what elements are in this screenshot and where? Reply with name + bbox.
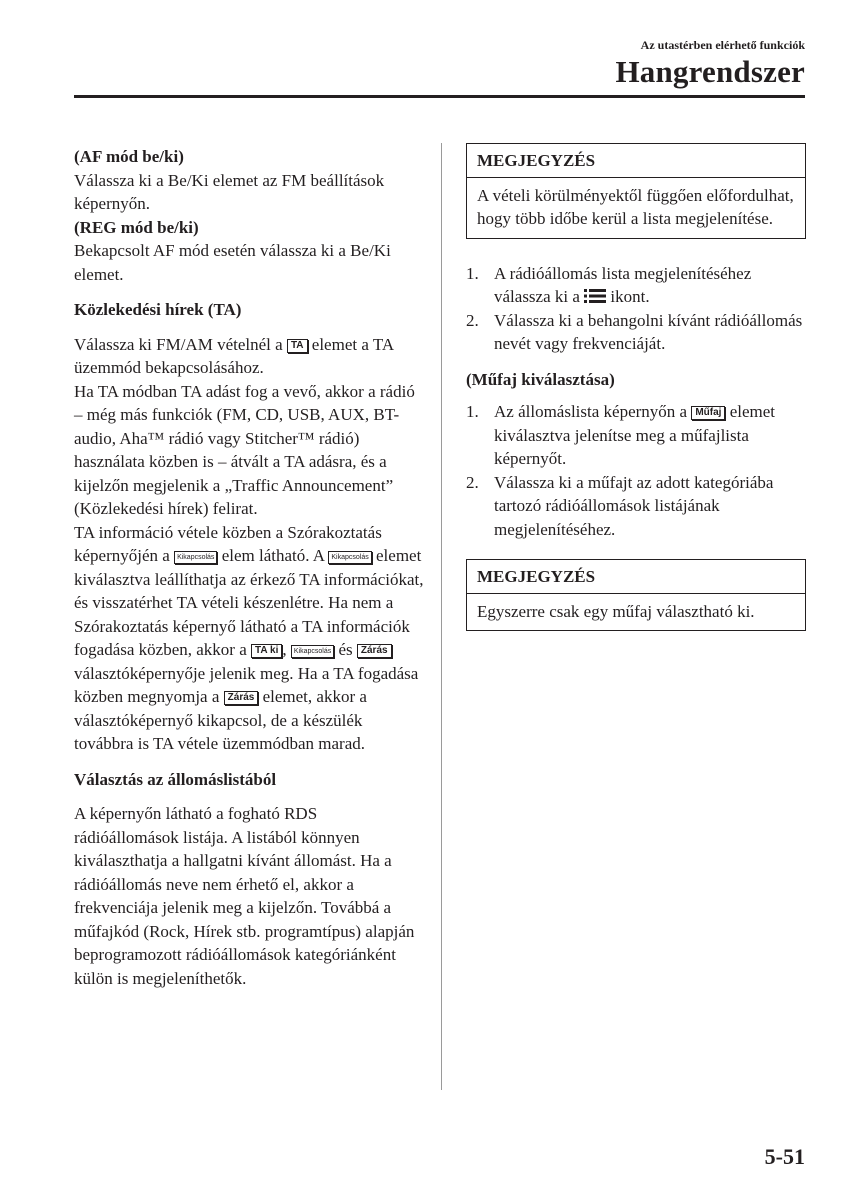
ta-p3-text-a: TA információ vétele közben a Szórakoztatás képernyőjén a [74,522,382,565]
ta-p3-text-f: választóképernyője jelenik meg. Ha a TA fogadása közben megnyomja a [74,663,419,706]
step-1-text-a: A rádióállomás lista megjelenítéséhez válassza ki a [494,263,752,306]
step-number: 1. [466,263,479,283]
station-list-heading: Választás az állomáslistából [74,769,277,789]
step-1-text-b: ikont. [610,287,650,306]
genre-steps [466,400,806,541]
header-rule [74,95,805,98]
mufaj-button: Műfaj [691,406,725,420]
zaras-button: Zárás [357,644,392,658]
list-icon [584,288,606,304]
station-steps [466,262,806,356]
right-column [466,143,806,631]
zaras-button-2: Zárás [224,691,259,705]
ta-paragraph-3 [74,521,424,756]
genre-step-1-text-b: elemet kiválasztva jelenítse meg a műfajlista képernyőt. [494,402,775,468]
ta-paragraph-1 [74,333,424,380]
ta-p3-text-g: elemet, akkor a választóképernyő kikapcsol, de a készülék továbbra is TA vétele üzemmódban marad. [74,687,367,753]
note-box-2 [466,559,806,631]
kikapcsolas-button: Kikapcsolás [174,551,217,564]
kikapcsolas-button-2: Kikapcsolás [328,551,371,564]
list-item [466,262,806,309]
step-number: 1. [466,402,479,421]
header-section-label: Az utastérben elérhető funkciók [640,38,805,52]
ta-p3-text-b: elem látható. A [221,546,325,565]
note-2-text: Egyszerre csak egy műfaj választható ki. [477,601,755,621]
ta-p1-text-b: elemet a TA üzemmód bekapcsolásához. [74,334,394,377]
ta-paragraph-2: Ha TA módban TA adást fog a vevő, akkor a rádió – még más funkciók (FM, CD, USB, AUX, BT-audio, Aha™ rádió vagy Stitcher™ rádió) használata közben is – átvált a TA adásra, és a kijelzőn megjelenik a „Traffic Announcement” (Közlekedési hírek) felirat. [74,381,415,518]
ta-p3-comma: , [282,640,287,659]
ta-ki-button: TA ki [251,644,282,658]
ta-p3-text-c: elemet kiválasztva leállíthatja az érkező TA információkat, és visszatérhet TA vételi készenlétre. Ha nem a Szórakoztatás képernyő látható a TA információk fogadása közben, akkor a [74,546,424,659]
step-2-text: Válassza ki a behangolni kívánt rádióállomás nevét vagy frekvenciáját. [494,310,803,353]
list-item [466,309,806,356]
genre-step-1-text-a: Az állomáslista képernyőn a [494,402,688,421]
reg-mode-heading: (REG mód be/ki) [74,217,199,237]
station-list-text: A képernyőn látható a fogható RDS rádióállomások listája. A listából könnyen kiválaszthatja a hallgatni kívánt állomást. Ha a rádióállomás neve nem érhető el, akkor a frekvenciája jelenik meg a kijelzőn. Továbbá a műfajkód (Rock, Hírek stb. programtípus) alapján beprogramozott rádióállomások kategóriánként külön is megjeleníthetők. [74,804,415,988]
note-2-title: MEGJEGYZÉS [467,560,805,594]
af-mode-heading: (AF mód be/ki) [74,147,184,166]
column-divider [441,143,442,1090]
ta-p1-text-a: Válassza ki FM/AM vételnél a [74,334,283,354]
note-box-1 [466,143,806,239]
list-item [466,400,806,471]
genre-heading: (Műfaj kiválasztása) [466,369,615,389]
page-number: 5-51 [764,1144,805,1169]
af-mode-text: Válassza ki a Be/Ki elemet az FM beállítások képernyőn. [74,170,385,213]
kikapcsolas-button-3: Kikapcsolás [291,645,334,658]
ta-heading: Közlekedési hírek (TA) [74,300,242,319]
page-title: Hangrendszer [615,54,805,89]
ta-p3-text-es: és [338,640,353,659]
note-1-text: A vételi körülményektől függően előfordulhat, hogy több időbe kerül a lista megjelenítése. [477,185,794,228]
ta-button: TA [287,339,308,353]
step-number: 2. [466,310,479,330]
step-number: 2. [466,472,479,492]
list-item [466,471,806,542]
left-column [74,145,424,990]
note-1-title: MEGJEGYZÉS [467,144,805,178]
reg-mode-text: Bekapcsolt AF mód esetén válassza ki a Be/Ki elemet. [74,241,391,284]
genre-step-2-text: Válassza ki a műfajt az adott kategóriába tartozó rádióállomások listájának megjelenítéséhez. [494,472,774,539]
